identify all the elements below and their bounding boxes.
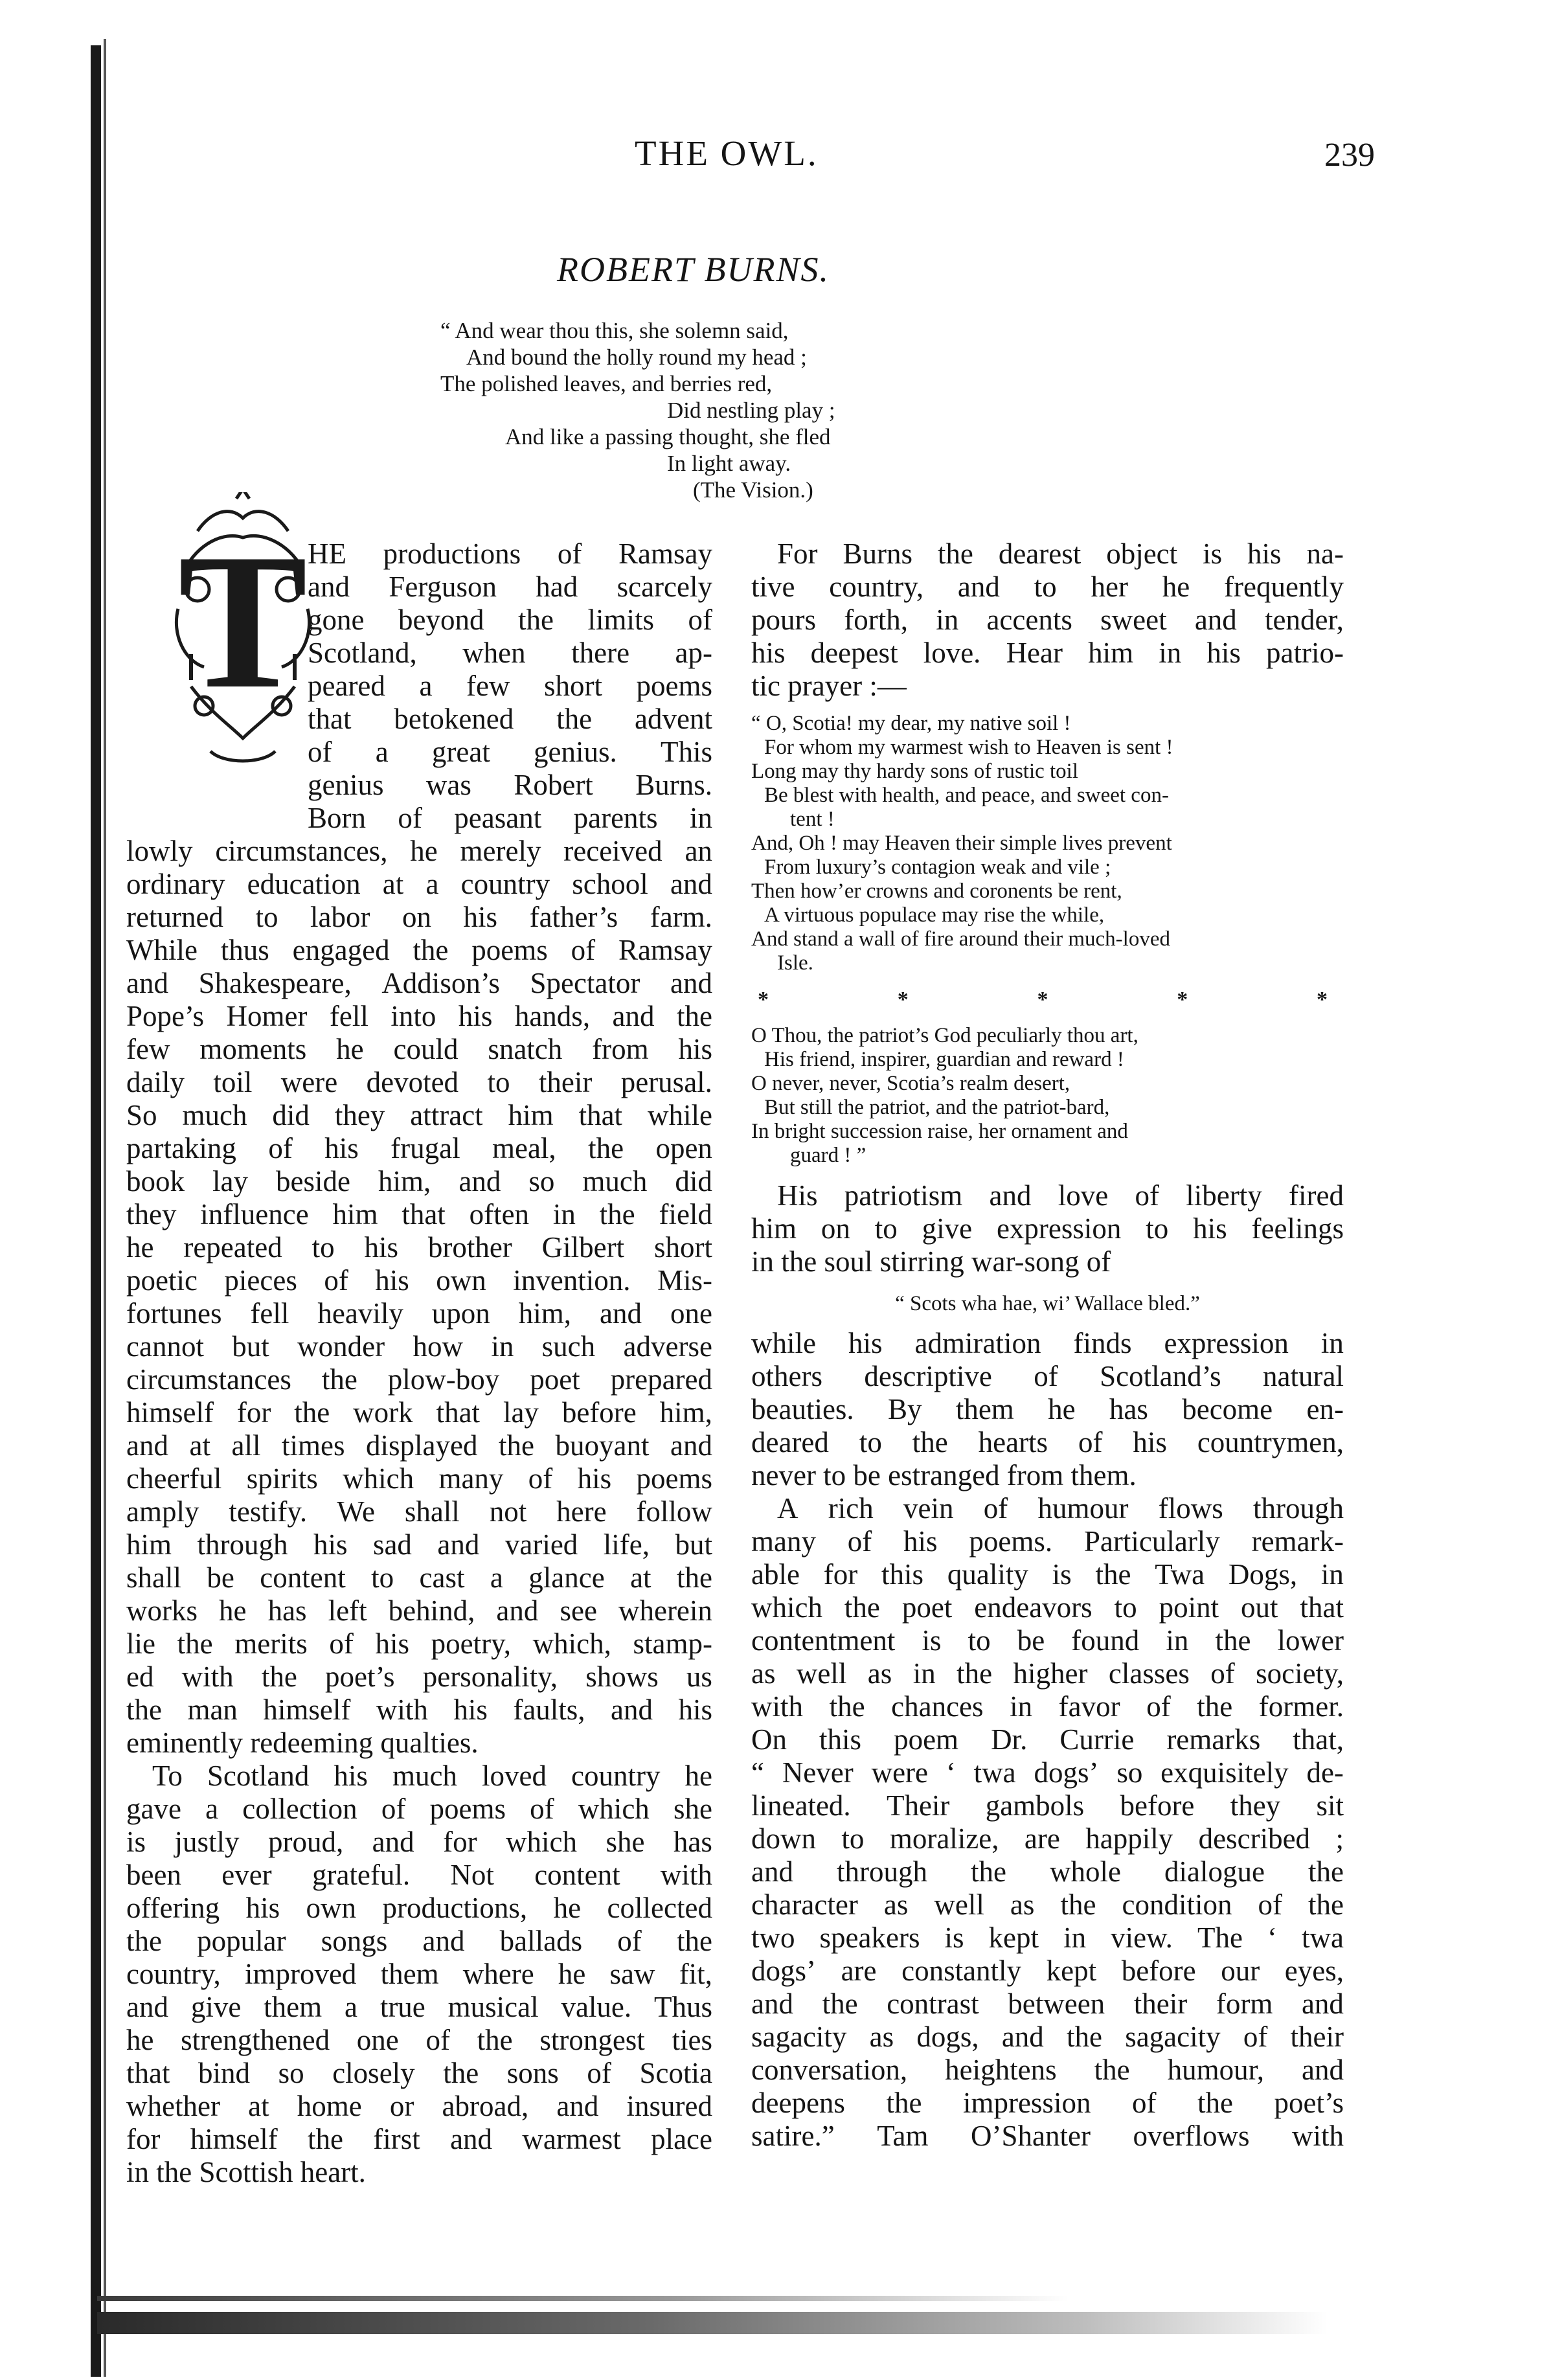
body-text-line: others descriptive of Scotland’s natural [751, 1360, 1344, 1392]
body-text-line: gone beyond the limits of [308, 604, 712, 636]
body-text-line: down to moralize, are happily described ; [751, 1822, 1344, 1855]
body-text-line: of a great genius. This [308, 736, 712, 768]
poem-line: In bright succession raise, her ornament and [751, 1120, 1128, 1143]
body-text-line: pours forth, in accents sweet and tender, [751, 604, 1344, 636]
poem-line: O never, never, Scotia’s realm desert, [751, 1072, 1070, 1095]
body-text-line: the popular songs and ballads of the [126, 1925, 712, 1957]
body-text-line: as well as in the higher classes of society, [751, 1657, 1344, 1690]
bottom-scan-smudge [97, 2312, 1328, 2334]
poem-line: His friend, inspirer, guardian and reward ! [764, 1048, 1124, 1071]
poem-line: guard ! ” [790, 1144, 866, 1167]
body-text-line: is justly proud, and for which she has [126, 1826, 712, 1858]
body-text-line: many of his poems. Particularly remark- [751, 1525, 1344, 1558]
poem-block [751, 1024, 1344, 1168]
poem-block [751, 712, 1344, 975]
body-text-line: book lay beside him, and so much did [126, 1165, 712, 1197]
poem-line: For whom my warmest wish to Heaven is sent ! [764, 736, 1173, 759]
star-mark: * [1317, 988, 1328, 1012]
body-text-line: and at all times displayed the buoyant and [126, 1429, 712, 1462]
body-text-line: lowly circumstances, he merely received an [126, 835, 712, 867]
body-text-line: offering his own productions, he collected [126, 1892, 712, 1924]
body-text-line: For Burns the dearest object is his na- [777, 538, 1344, 570]
spacer [751, 703, 1344, 712]
body-text-line: Born of peasant parents in [308, 802, 712, 834]
body-text-line: his deepest love. Hear him in his patrio- [751, 637, 1344, 669]
epigraph [389, 317, 1360, 503]
epigraph-line: “ And wear thou this, she solemn said, [440, 318, 789, 343]
body-text-line: fortunes fell heavily upon him, and one [126, 1297, 712, 1330]
body-text-line: beauties. By them he has become en- [751, 1393, 1344, 1425]
war-song-quote: “ Scots wha hae, wi’ Wallace bled.” [895, 1292, 1200, 1315]
body-text-line: while his admiration finds expression in [751, 1327, 1344, 1359]
body-text-line: tic prayer :— [751, 670, 907, 702]
body-text-line: that betokened the advent [308, 703, 712, 735]
body-text-line: lie the merits of his poetry, which, stamp- [126, 1627, 712, 1660]
body-text-line: works he has left behind, and see wherein [126, 1594, 712, 1627]
right-column [751, 538, 1344, 2153]
running-header: THE OWL. [635, 133, 819, 173]
poem-line: A virtuous populace may rise the while, [764, 903, 1105, 927]
body-text-line: sagacity as dogs, and the sagacity of their [751, 2021, 1344, 2053]
body-text-line: A rich vein of humour flows through [777, 1492, 1344, 1524]
body-text-line: eminently redeeming qualties. [126, 1727, 479, 1759]
body-text-line: deared to the hearts of his countrymen, [751, 1426, 1344, 1458]
page-number: 239 [1324, 137, 1375, 174]
body-text-line: genius was Robert Burns. [308, 769, 712, 801]
body-text-line: gave a collection of poems of which she [126, 1793, 712, 1825]
body-text-line: circumstances the plow-boy poet prepared [126, 1363, 712, 1396]
star-mark: * [758, 988, 769, 1012]
body-text-line: him through his sad and varied life, but [126, 1528, 712, 1561]
poem-line: And, Oh ! may Heaven their simple lives prevent [751, 832, 1172, 855]
poem-line: And stand a wall of fire around their much-loved [751, 927, 1170, 951]
poem-line: But still the patriot, and the patriot-bard, [764, 1096, 1110, 1119]
star-mark: * [897, 988, 909, 1012]
body-text-line: cannot but wonder how in such adverse [126, 1330, 712, 1363]
body-text-line: he strengthened one of the strongest ties [126, 2024, 712, 2056]
star-mark: * [1177, 988, 1188, 1012]
epigraph-line: Did nestling play ; [667, 398, 835, 423]
body-text-line: On this poem Dr. Currie remarks that, [751, 1723, 1344, 1756]
body-text-line: poetic pieces of his own invention. Mis- [126, 1264, 712, 1297]
poem-line: Be blest with health, and peace, and sweet con- [764, 784, 1169, 807]
body-text-line: himself for the work that lay before him, [126, 1396, 712, 1429]
body-text-line: conversation, heightens the humour, and [751, 2054, 1344, 2086]
body-text-line: and Shakespeare, Addison’s Spectator and [126, 967, 712, 999]
body-text-line: cheerful spirits which many of his poems [126, 1462, 712, 1495]
body-text-line: whether at home or abroad, and insured [126, 2090, 712, 2122]
body-text-line: never to be estranged from them. [751, 1459, 1137, 1491]
poem-line: From luxury’s contagion weak and vile ; [764, 856, 1111, 879]
body-text-line: the man himself with his faults, and his [126, 1694, 712, 1726]
epigraph-line: In light away. [667, 451, 791, 476]
body-text-line: HE productions of Ramsay [308, 538, 712, 570]
poem-line: Long may thy hardy sons of rustic toil [751, 760, 1079, 783]
page-spine-shadow [104, 39, 106, 2377]
body-text-line: While thus engaged the poems of Ramsay [126, 934, 712, 966]
body-text-line: and Ferguson had scarcely [308, 571, 712, 603]
body-text-line: two speakers is kept in view. The ‘ twa [751, 1921, 1344, 1954]
body-text-line: contentment is to be found in the lower [751, 1624, 1344, 1657]
body-text-line: able for this quality is the Twa Dogs, in [751, 1558, 1344, 1591]
svg-text:T: T [177, 514, 308, 729]
poem-line: Isle. [777, 951, 813, 975]
body-text-line: amply testify. We shall not here follow [126, 1495, 712, 1528]
body-text-line: shall be content to cast a glance at the [126, 1561, 712, 1594]
epigraph-line: The polished leaves, and berries red, [440, 371, 773, 396]
star-mark: * [1037, 988, 1048, 1012]
body-text-line: satire.” Tam O’Shanter overflows with [751, 2120, 1344, 2152]
body-text-line: with the chances in favor of the former. [751, 1690, 1344, 1723]
body-text-line: in the Scottish heart. [126, 2156, 366, 2188]
body-text-line: he repeated to his brother Gilbert short [126, 1231, 712, 1264]
body-text-line: him on to give expression to his feelings [751, 1212, 1344, 1245]
body-text-line: and through the whole dialogue the [751, 1855, 1344, 1888]
body-text-line: and give them a true musical value. Thus [126, 1991, 712, 2023]
poem-line: O Thou, the patriot’s God peculiarly thou art, [751, 1024, 1138, 1047]
epigraph-line: And bound the holly round my head ; [466, 345, 807, 370]
section-break-stars [758, 983, 1328, 1016]
body-text-line: tive country, and to her he frequently [751, 571, 1344, 603]
body-text-line: returned to labor on his father’s farm. [126, 901, 712, 933]
body-text-line: “ Never were ‘ twa dogs’ so exquisitely de- [751, 1756, 1344, 1789]
body-text-line: So much did they attract him that while [126, 1099, 712, 1131]
body-text-line: partaking of his frugal meal, the open [126, 1132, 712, 1164]
body-text-line: Scotland, when there ap- [308, 637, 712, 669]
body-text-line: peared a few short poems [308, 670, 712, 702]
body-text-line: daily toil were devoted to their perusal. [126, 1066, 712, 1098]
spacer [751, 1168, 1344, 1179]
left-column [126, 538, 712, 2189]
body-text-line: Pope’s Homer fell into his hands, and the [126, 1000, 712, 1032]
poem-line: tent ! [790, 808, 835, 831]
body-text-line: lineated. Their gambols before they sit [751, 1789, 1344, 1822]
body-text-line: which the poet endeavors to point out that [751, 1591, 1344, 1624]
bottom-scan-smudge-thin [97, 2296, 1069, 2301]
article-title: ROBERT BURNS. [557, 250, 830, 289]
body-text-line: country, improved them where he saw fit, [126, 1958, 712, 1990]
poem-line: Then how’er crowns and coronents be rent, [751, 879, 1122, 903]
epigraph-line: (The Vision.) [693, 477, 813, 503]
body-text-line: dogs’ are constantly kept before our eyes, [751, 1955, 1344, 1987]
body-text-line: been ever grateful. Not content with [126, 1859, 712, 1891]
body-text-line: in the soul stirring war-song of [751, 1245, 1111, 1278]
body-text-line: ed with the poet’s personality, shows us [126, 1660, 712, 1693]
body-text-line: for himself the first and warmest place [126, 2123, 712, 2155]
body-text-line: few moments he could snatch from his [126, 1033, 712, 1065]
body-text-line: To Scotland his much loved country he [152, 1760, 712, 1792]
body-text-line: and the contrast between their form and [751, 1988, 1344, 2020]
body-text-line: character as well as the condition of the [751, 1888, 1344, 1921]
body-text-line: ordinary education at a country school and [126, 868, 712, 900]
poem-line: “ O, Scotia! my dear, my native soil ! [751, 712, 1071, 735]
page-spine-edge [91, 45, 101, 2377]
epigraph-line: And like a passing thought, she fled [505, 424, 831, 449]
body-text-line: deepens the impression of the poet’s [751, 2087, 1344, 2119]
body-text-line: they influence him that often in the field [126, 1198, 712, 1230]
body-text-line: His patriotism and love of liberty fired [777, 1179, 1344, 1212]
body-text-line: that bind so closely the sons of Scotia [126, 2057, 712, 2089]
